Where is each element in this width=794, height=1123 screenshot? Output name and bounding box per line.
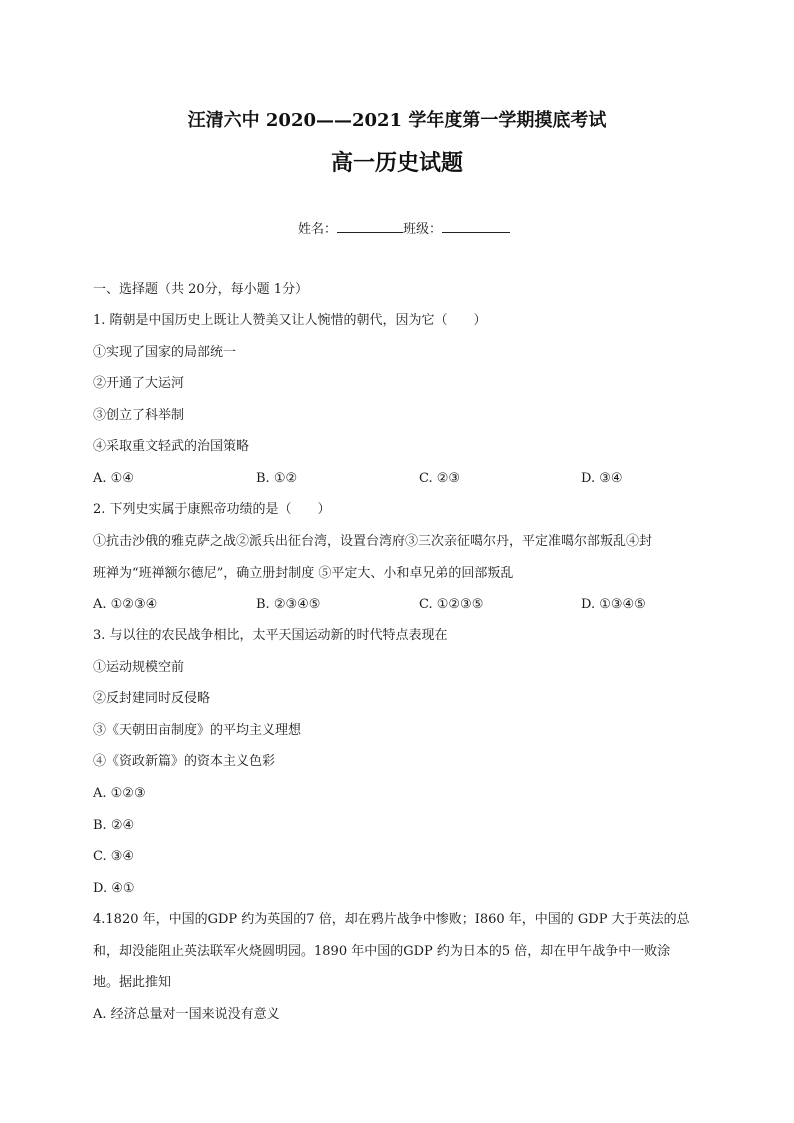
option-a[interactable]: A. ①②③④: [93, 597, 158, 612]
option-a[interactable]: A. ①②③: [93, 786, 146, 801]
question-4-stem: 和，却没能阻止英法联军火烧圆明园。1890 年中国的GDP 约为日本的5 倍，却在甲午战争中一败涂: [93, 944, 671, 959]
question-1-item: ③创立了科举制: [93, 408, 185, 423]
class-label: 班级：: [403, 222, 443, 237]
option-d[interactable]: D. ①③④⑤: [581, 597, 646, 612]
option-c[interactable]: C. ③④: [93, 849, 135, 864]
option-c[interactable]: C. ②③: [419, 471, 461, 486]
paper-title: 高一历史试题: [330, 150, 463, 176]
question-2-body: ①抗击沙俄的雅克萨之战②派兵出征台湾，设置台湾府③三次亲征噶尔丹，平定准噶尔部叛乱④封: [93, 534, 653, 549]
question-4-stem: 地。据此推知: [93, 975, 172, 990]
question-1-item: ④采取重文轻武的治国策略: [93, 439, 250, 454]
option-b[interactable]: B. ①②: [256, 471, 298, 486]
question-4-stem: 4.1820 年，中国的GDP 约为英国的7 倍，却在鸦片战争中惨败；I860 年，中国的 GDP 大于英法的总: [93, 912, 690, 927]
question-3-item: ①运动规模空前: [93, 660, 185, 675]
question-2-body: 班禅为“班禅额尔德尼”，确立册封制度 ⑤平定大、小和卓兄弟的回部叛乱: [93, 566, 514, 581]
class-blank[interactable]: [442, 220, 510, 233]
option-b[interactable]: B. ②④: [93, 818, 135, 833]
school-title: 汪清六中 2020——2021 学年度第一学期摸底考试: [187, 110, 607, 131]
question-1-stem: 1. 隋朝是中国历史上既让人赞美又让人惋惜的朝代，因为它（ ）: [93, 313, 487, 328]
question-3-item: ②反封建同时反侵略: [93, 691, 211, 706]
name-blank[interactable]: [337, 220, 403, 233]
question-3-item: ④《资政新篇》的资本主义色彩: [93, 754, 276, 769]
question-1-item: ①实现了国家的局部统一: [93, 345, 237, 360]
question-3-stem: 3. 与以往的农民战争相比，太平天国运动新的时代特点表现在: [93, 628, 448, 643]
option-a[interactable]: A. 经济总量对一国来说没有意义: [93, 1007, 280, 1022]
option-d[interactable]: D. ③④: [581, 471, 623, 486]
question-1-item: ②开通了大运河: [93, 376, 185, 391]
option-d[interactable]: D. ④①: [93, 881, 135, 896]
option-b[interactable]: B. ②③④⑤: [256, 597, 321, 612]
name-label: 姓名：: [298, 222, 338, 237]
question-1-options: [93, 470, 713, 488]
question-3-item: ③《天朝田亩制度》的平均主义理想: [93, 723, 302, 738]
option-a[interactable]: A. ①④: [93, 471, 134, 486]
question-2-options: [93, 596, 713, 614]
question-2-stem: 2. 下列史实属于康熙帝功绩的是（ ）: [93, 502, 331, 517]
option-c[interactable]: C. ①②③⑤: [419, 597, 484, 612]
student-info: [298, 218, 510, 237]
section-heading: 一、选择题（共 20分，每小题 1分）: [93, 282, 309, 297]
